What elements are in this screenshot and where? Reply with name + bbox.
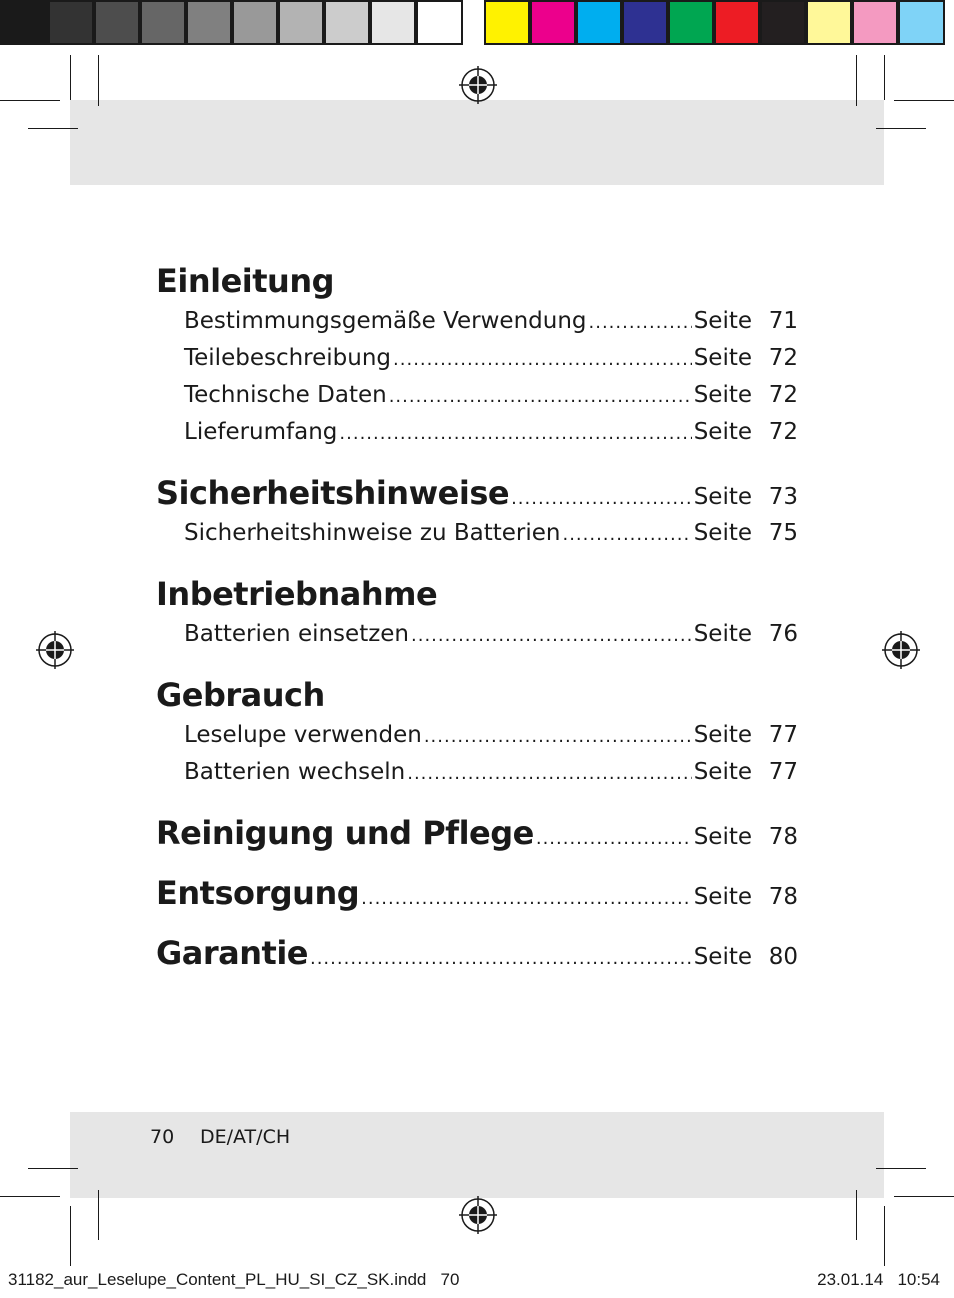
crop-mark [884,55,885,100]
toc-section [156,474,798,557]
toc-section [156,676,798,796]
footer-band [70,1112,884,1198]
page-word: Seite [693,520,752,546]
section-title: Garantie [156,934,308,972]
leader-dots [361,888,692,909]
gray-swatch [186,0,232,45]
registration-mark-icon [36,631,74,669]
gray-swatch [232,0,278,45]
leader-dots [310,948,692,969]
toc-section-heading[interactable] [156,676,798,722]
process-swatch [668,0,714,45]
crop-mark [70,55,71,100]
gray-swatch [0,0,48,45]
page-word: Seite [693,621,752,647]
page-ref: 80 [768,944,798,970]
entry-label: Lieferumfang [184,419,338,445]
crop-mark [0,1196,60,1197]
section-title: Inbetriebnahme [156,575,438,613]
entry-label: Batterien wechseln [184,759,406,785]
crop-mark [28,128,78,129]
table-of-contents [156,262,798,980]
toc-section-heading[interactable] [156,262,798,308]
toc-section [156,874,798,920]
process-swatch [806,0,852,45]
toc-section-heading[interactable] [156,934,798,980]
page-word: Seite [693,884,752,910]
entry-label: Bestimmungsgemäße Verwendung [184,308,587,334]
crop-mark [876,128,926,129]
crop-mark [28,1168,78,1169]
header-band [70,100,884,185]
page-word: Seite [693,824,752,850]
leader-dots [407,763,691,784]
entry-label: Batterien einsetzen [184,621,410,647]
gray-swatch [278,0,324,45]
process-swatch [576,0,622,45]
crop-mark [894,100,954,101]
page-ref: 78 [768,884,798,910]
page-number: 70 [150,1126,175,1148]
page-ref: 78 [768,824,798,850]
toc-section-heading[interactable] [156,814,798,860]
page-ref: 72 [768,419,798,445]
page-ref: 71 [768,308,798,334]
entry-label: Leselupe verwenden [184,722,422,748]
page-word: Seite [693,419,752,445]
crop-mark [98,55,99,106]
slug-filename: 31182_aur_Leselupe_Content_PL_HU_SI_CZ_SK.indd 70 [8,1270,460,1289]
gray-swatch [416,0,463,45]
toc-section-heading[interactable] [156,874,798,920]
language-code: DE/AT/CH [200,1126,291,1148]
process-swatch [622,0,668,45]
section-title: Sicherheitshinweise [156,474,510,512]
leader-dots [389,386,692,407]
leader-dots [339,423,691,444]
section-title: Reinigung und Pflege [156,814,534,852]
slug-datetime: 23.01.14 10:54 [817,1270,940,1289]
toc-section [156,262,798,456]
toc-entry[interactable] [156,419,798,456]
section-title: Entsorgung [156,874,360,912]
process-swatch [530,0,576,45]
leader-dots [424,726,692,747]
registration-mark-icon [459,66,497,104]
section-title: Einleitung [156,262,335,300]
entry-label: Sicherheitshinweise zu Batterien [184,520,561,546]
page-word: Seite [693,759,752,785]
crop-mark [856,55,857,106]
crop-mark [0,100,60,101]
registration-mark-icon [459,1196,497,1234]
gray-swatch [370,0,416,45]
crop-mark [70,1206,71,1266]
page-ref: 75 [768,520,798,546]
toc-entry[interactable] [156,345,798,382]
process-color-bar [484,0,945,45]
page-word: Seite [693,308,752,334]
page-word: Seite [693,382,752,408]
gray-color-bar [0,0,463,45]
toc-section [156,814,798,860]
toc-section [156,934,798,980]
leader-dots [511,488,692,509]
leader-dots [411,625,692,646]
page-ref: 73 [768,484,798,510]
page-word: Seite [693,722,752,748]
process-swatch [852,0,898,45]
page-word: Seite [693,944,752,970]
toc-section [156,575,798,658]
leader-dots [562,524,691,545]
page-ref: 72 [768,345,798,371]
process-swatch [760,0,806,45]
page-word: Seite [693,345,752,371]
page-ref: 72 [768,382,798,408]
crop-mark [98,1190,99,1240]
toc-entry[interactable] [156,722,798,759]
page-ref: 76 [768,621,798,647]
section-title: Gebrauch [156,676,325,714]
leader-dots [589,312,692,333]
page-ref: 77 [768,759,798,785]
gray-swatch [140,0,186,45]
gray-swatch [324,0,370,45]
toc-entry[interactable] [156,759,798,796]
toc-section-heading[interactable] [156,474,798,520]
leader-dots [393,349,692,370]
toc-entry[interactable] [156,520,798,557]
gray-swatch [94,0,140,45]
toc-entry[interactable] [156,308,798,345]
process-swatch [898,0,945,45]
page-ref: 77 [768,722,798,748]
toc-entry[interactable] [156,621,798,658]
gray-swatch [48,0,94,45]
toc-section-heading[interactable] [156,575,798,621]
leader-dots [536,828,692,849]
page-word: Seite [693,484,752,510]
toc-entry[interactable] [156,382,798,419]
crop-mark [876,1168,926,1169]
registration-mark-icon [882,631,920,669]
entry-label: Technische Daten [184,382,387,408]
crop-mark [856,1190,857,1240]
crop-mark [884,1206,885,1266]
process-swatch [714,0,760,45]
process-swatch [484,0,530,45]
crop-mark [894,1196,954,1197]
entry-label: Teilebeschreibung [184,345,392,371]
